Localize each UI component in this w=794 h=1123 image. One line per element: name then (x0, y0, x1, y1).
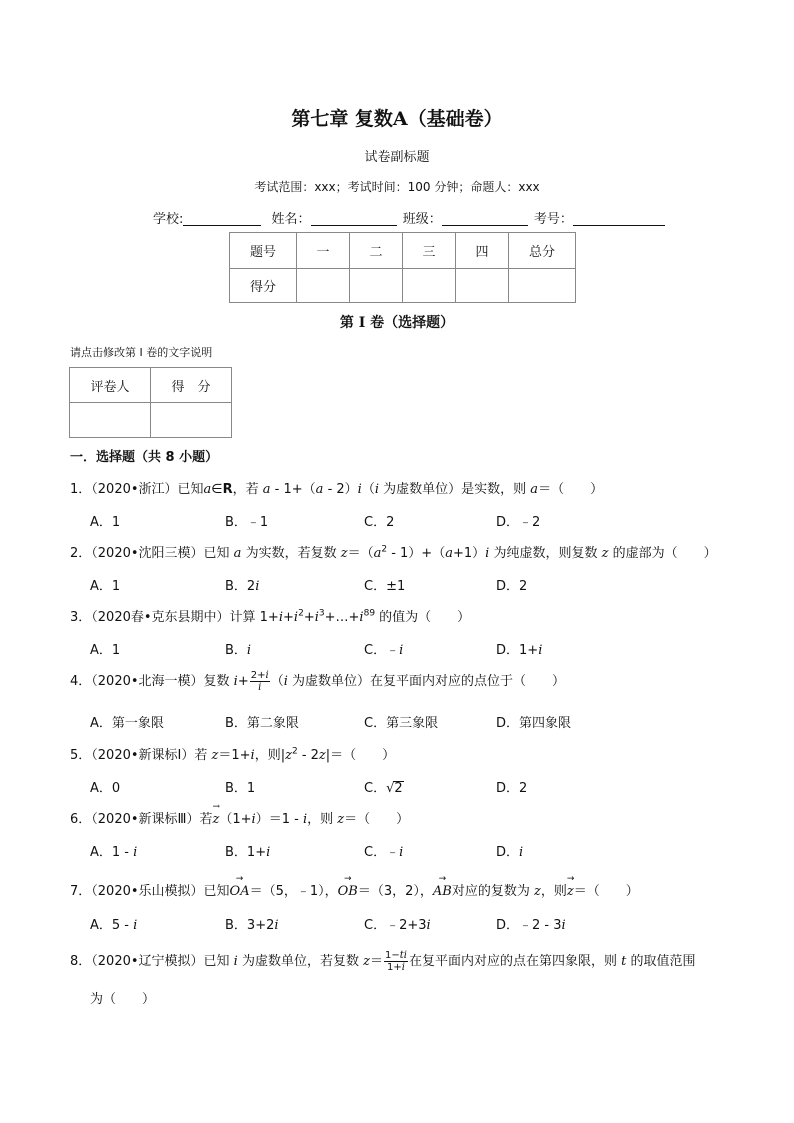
q5-option-b[interactable]: B．1 (225, 781, 256, 796)
q1-option-b[interactable]: B．﹣1 (225, 515, 269, 530)
q5-option-d[interactable]: D．2 (496, 781, 528, 796)
student-fields (153, 208, 665, 227)
page-title: 第七章 复数A（基础卷） (291, 108, 503, 130)
q2-option-a[interactable]: A．1 (90, 579, 121, 594)
q4-option-b[interactable]: B．第二象限 (225, 716, 299, 731)
q1-option-c[interactable]: C．2 (364, 515, 395, 530)
q3-option-c[interactable]: C．﹣i (364, 643, 404, 658)
q6-option-c[interactable]: C．﹣i (364, 845, 404, 860)
score-header-cell: 二 (350, 233, 403, 269)
exam-info: 考试范围：xxx；考试时间：100 分钟；命题人：xxx (254, 180, 540, 194)
exam-no-label: 考号： (533, 212, 573, 227)
score-table-header-row (230, 233, 576, 269)
question-5: 5．（2020•新课标Ⅰ）若 z＝1+i，则$|z^2 - 2z|=$（ ） (70, 746, 396, 763)
q7-option-a[interactable]: A．5 - i (90, 918, 138, 933)
q1-option-a[interactable]: A．1 (90, 515, 121, 530)
question-7: 7．（2020•乐山模拟）已知→ OA＝（5，﹣1），→ OB＝（3，2），→ AB对应的复数为 z，则→ z＝（ ） (70, 880, 639, 899)
score-cell[interactable] (456, 269, 509, 303)
question-3: 3．（2020春•克东县期中）计算 $1+i+i^2+i^3+\dots+i^{89}$ 的值为（ ） (70, 608, 471, 625)
question-6: 6．（2020•新课标Ⅲ）若→ z（1+i）＝1 - i，则 z＝（ ） (70, 808, 409, 827)
school-blank[interactable] (183, 211, 261, 226)
fraction: $\frac{1-ti}{1+i}$ (384, 950, 407, 973)
grader-label: 评卷人 (70, 368, 151, 403)
q6-option-a[interactable]: A．1 - i (90, 845, 138, 860)
page-subtitle: 试卷副标题 (364, 150, 430, 165)
question-8: 8．（2020•辽宁模拟）已知 i 为虚数单位，若复数 z＝ $\frac{1-ti}{1+i}$ 在复平面内对应的点在第四象限，则 t 的取值范围 (70, 950, 696, 973)
score-header-cell: 三 (403, 233, 456, 269)
score-header-cell: 四 (456, 233, 509, 269)
question-1: 1．（2020•浙江）已知a∈R，若 a - 1+（a - 2）i（i 为虚数单位）是实数，则 a＝（ ） (70, 482, 604, 497)
q2-option-c[interactable]: C．±1 (364, 579, 406, 594)
class-blank[interactable] (442, 211, 528, 226)
score-cell[interactable] (350, 269, 403, 303)
score-table (229, 232, 576, 303)
question-8-line2: 为（ ） (90, 992, 156, 1007)
question-4: 4．（2020•北海一模）复数 i+ $\frac{2+i}{i}$ （i 为虚数单位）在复平面内对应的点位于（ ） (70, 670, 566, 693)
question-2: 2．（2020•沈阳三模）已知 a 为实数，若复数 $z=(a^2 - 1)+(a+1)i$ 为纯虚数，则复数 z 的虚部为（ ） (70, 544, 717, 561)
name-label: 姓名： (271, 212, 311, 227)
score-header-cell: 总分 (509, 233, 576, 269)
q2-option-b[interactable]: B．2i (225, 579, 260, 594)
q4-option-a[interactable]: A．第一象限 (90, 716, 164, 731)
q5-option-a[interactable]: A．0 (90, 781, 121, 796)
fraction: $\frac{2+i}{i}$ (250, 670, 269, 693)
score-cell[interactable] (403, 269, 456, 303)
q3-option-d[interactable]: D．1+i (496, 643, 543, 658)
score-cell[interactable] (297, 269, 350, 303)
score-label: 得 分 (151, 368, 232, 403)
grader-cell[interactable] (70, 403, 151, 438)
grader-table (69, 367, 232, 438)
score-cell[interactable] (151, 403, 232, 438)
class-label: 班级： (402, 212, 442, 227)
volume-title: 第 I 卷（选择题） (339, 315, 455, 331)
q7-option-d[interactable]: D．﹣2 - 3i (496, 918, 566, 933)
q1-option-d[interactable]: D．﹣2 (496, 515, 541, 530)
score-cell[interactable] (509, 269, 576, 303)
q4-option-c[interactable]: C．第三象限 (364, 716, 439, 731)
section-title: 一．选择题（共 8 小题） (70, 450, 219, 465)
volume-description: 请点击修改第 I 卷的文字说明 (70, 346, 213, 359)
score-header-cell: 一 (297, 233, 350, 269)
q6-option-d[interactable]: D．i (496, 845, 524, 860)
score-table-score-row (230, 269, 576, 303)
q3-option-b[interactable]: B．i (225, 643, 252, 658)
score-row-label: 得分 (230, 269, 297, 303)
school-label: 学校: (153, 212, 184, 227)
q2-option-d[interactable]: D．2 (496, 579, 528, 594)
name-blank[interactable] (311, 211, 397, 226)
q7-option-b[interactable]: B．3+2i (225, 918, 279, 933)
q7-option-c[interactable]: C．﹣2+3i (364, 918, 431, 933)
q5-option-c[interactable]: C．√2 (364, 781, 403, 796)
score-header-cell: 题号 (230, 233, 297, 269)
exam-no-blank[interactable] (573, 211, 665, 226)
q4-option-d[interactable]: D．第四象限 (496, 716, 572, 731)
q3-option-a[interactable]: A．1 (90, 643, 121, 658)
q6-option-b[interactable]: B．1+i (225, 845, 271, 860)
